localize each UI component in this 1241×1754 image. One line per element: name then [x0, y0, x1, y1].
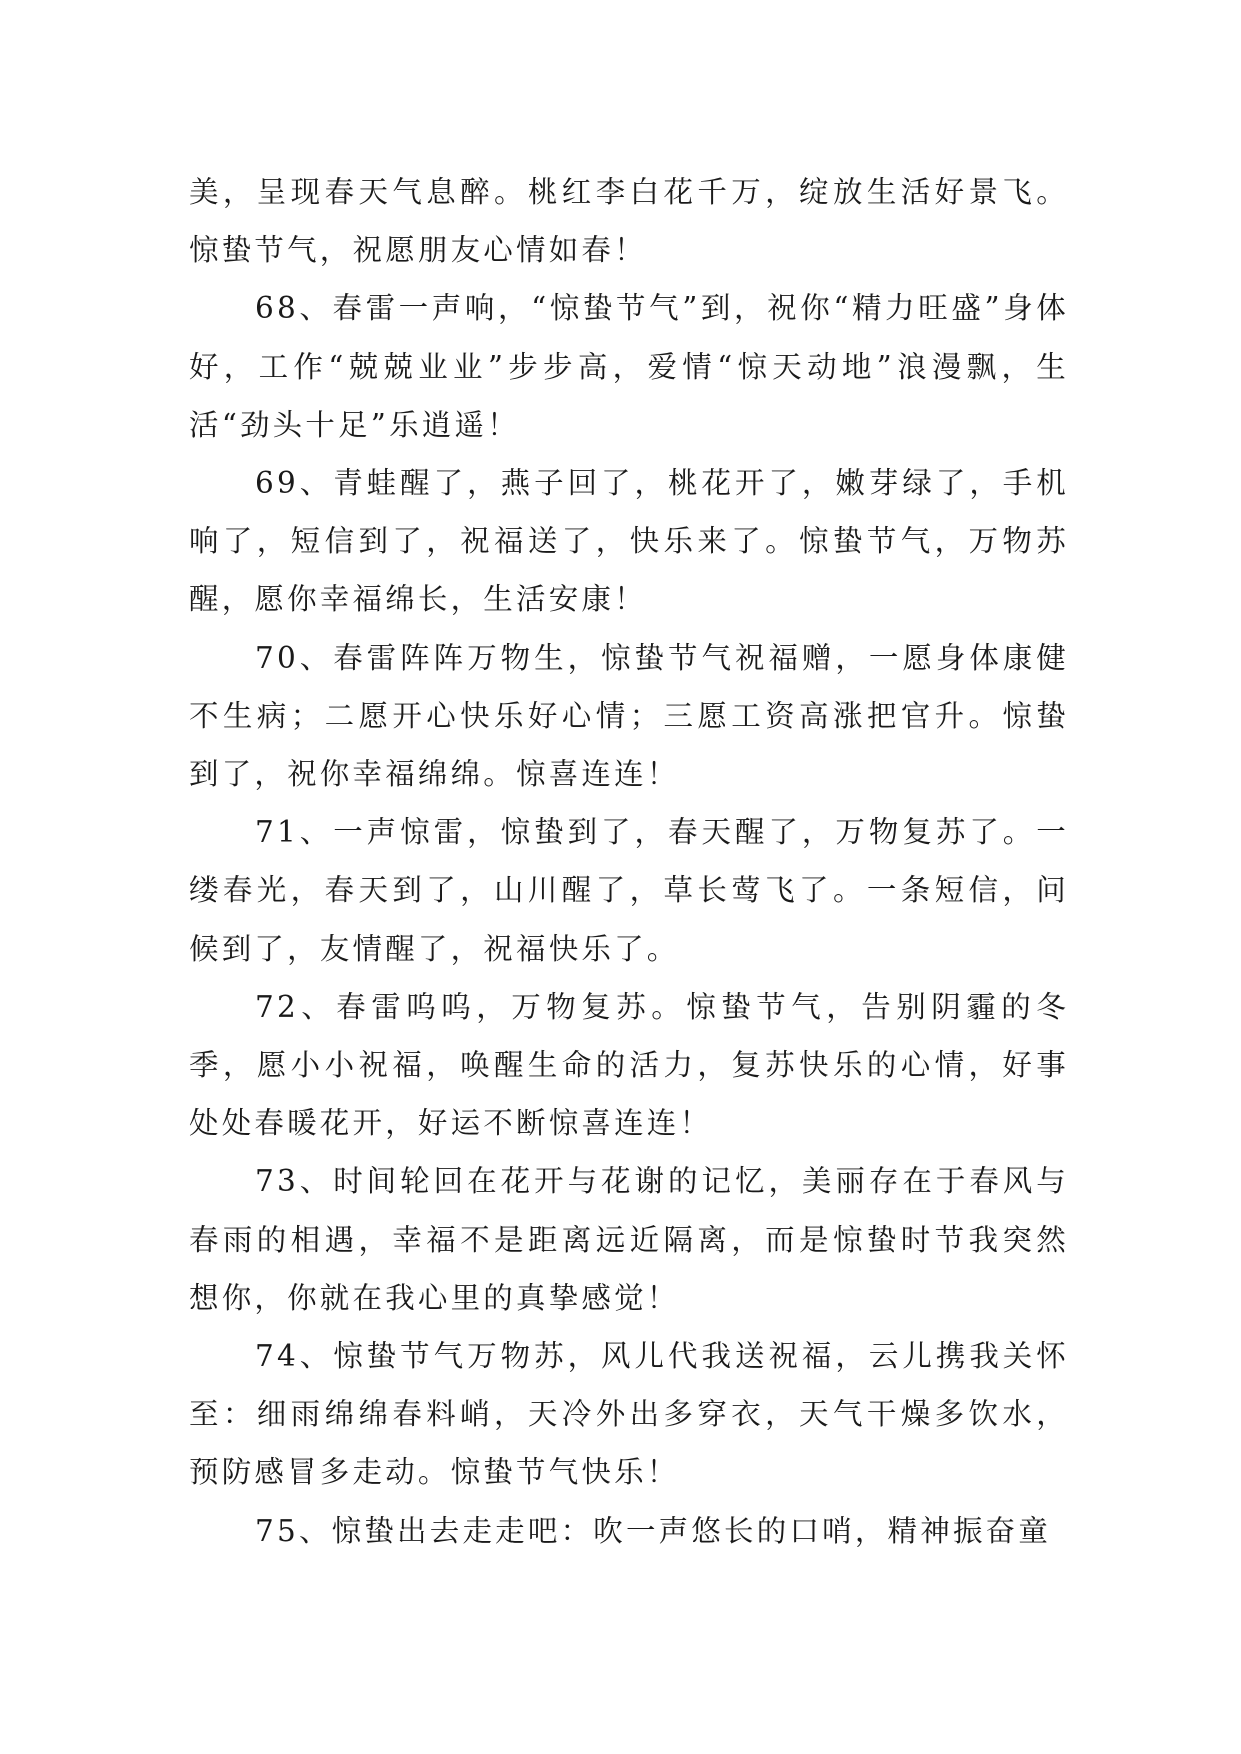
paragraph-75: 75、惊蛰出去走走吧：吹一声悠长的口哨，精神振奋童 [255, 1513, 1052, 1548]
paragraph-69: 69、青蛙醒了，燕子回了，桃花开了，嫩芽绿了，手机响了，短信到了，祝福送了，快乐来了。惊蛰节气，万物苏醒，愿你幸福绵长，生活安康！ [189, 466, 1069, 617]
paragraph-71: 71、一声惊雷，惊蛰到了，春天醒了，万物复苏了。一缕春光，春天到了，山川醒了，草长莺飞了。一条短信，问候到了，友情醒了，祝福快乐了。 [189, 815, 1069, 966]
paragraph-continuation: 美，呈现春天气息醉。桃红李白花千万，绽放生活好景飞。惊蛰节气，祝愿朋友心情如春！ [189, 175, 1069, 268]
document-body [189, 163, 1069, 1560]
paragraph-68: 68、春雷一声响，“惊蛰节气”到，祝你“精力旺盛”身体好，工作“兢兢业业”步步高，爱情“惊天动地”浪漫飘，生活“劲头十足”乐逍遥！ [189, 291, 1069, 442]
paragraph-73: 73、时间轮回在花开与花谢的记忆，美丽存在于春风与春雨的相遇，幸福不是距离远近隔离，而是惊蛰时节我突然想你，你就在我心里的真挚感觉！ [189, 1164, 1069, 1315]
paragraph-70: 70、春雷阵阵万物生，惊蛰节气祝福赠，一愿身体康健不生病；二愿开心快乐好心情；三愿工资高涨把官升。惊蛰到了，祝你幸福绵绵。惊喜连连！ [189, 640, 1069, 792]
paragraph-72: 72、春雷呜呜，万物复苏。惊蛰节气，告别阴霾的冬季，愿小小祝福，唤醒生命的活力，复苏快乐的心情，好事处处春暖花开，好运不断惊喜连连！ [189, 989, 1069, 1141]
paragraph-74: 74、惊蛰节气万物苏，风儿代我送祝福，云儿携我关怀至：细雨绵绵春料峭，天冷外出多穿衣，天气干燥多饮水，预防感冒多走动。惊蛰节气快乐！ [189, 1339, 1069, 1490]
